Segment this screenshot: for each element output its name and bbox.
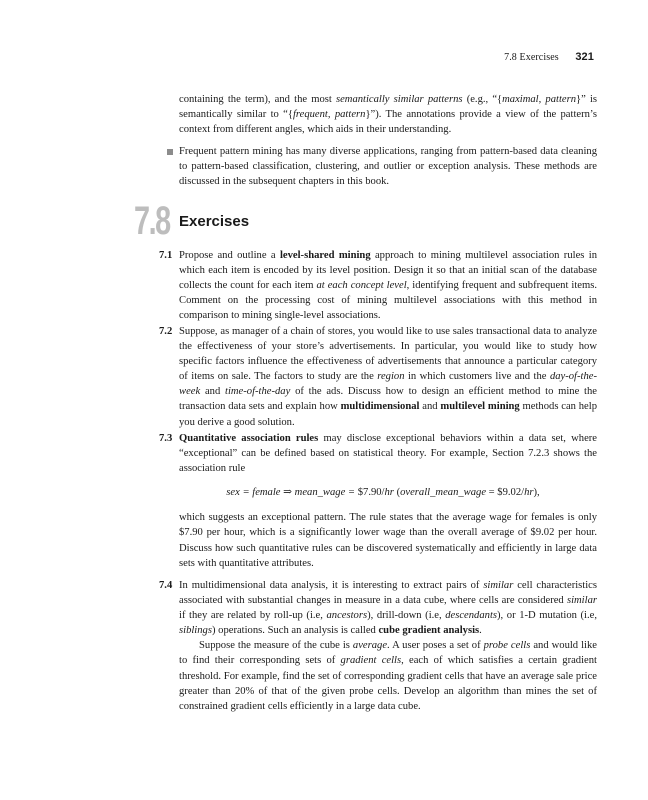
exercise-number: 7.1 xyxy=(159,250,173,261)
section-number: 7.8 xyxy=(134,199,170,243)
bullet-item: Frequent pattern mining has many diverse applications, ranging from pattern-based data cleaning to pattern-based classification, clustering, and outlier or exception analysis. These methods are discussed in the subsequent chapters in this book. xyxy=(179,144,597,189)
intro-paragraph: containing the term), and the most semantically similar patterns (e.g., “{maximal, pattern}” is semantically similar to “{frequent, pattern}”). The annotations provide a view of the pattern’s context from different angles, which aids in their understanding. xyxy=(179,94,598,136)
exercise-number: 7.4 xyxy=(159,580,173,591)
exercise-7-1: 7.1 Propose and outline a level-shared mining approach to mining multilevel association rules in which each item is encoded by its level position. Design it so that an initial scan of the database collects the count for each item at each concept level, identifying frequent and subfrequent items. Comment on the processing cost of mining multilevel associations with this method in comparison to mining single-level associations. xyxy=(159,250,597,322)
page-number: 321 xyxy=(575,51,594,63)
exercise-7-2: 7.2 Suppose, as manager of a chain of stores, you would like to use sales transactional data to analyze the effectiveness of your store’s advertisements. In particular, you would like to study how specific factors influence the effectiveness of advertisements that announce a particular category of items on sale. The factors to study are the region in which customers live and the day-of-the-week and time-of-the-day of the ads. Discuss how to design an efficient method to mine the transaction data sets and explain how multidimensional and multilevel mining methods can help you derive a good solution. xyxy=(159,326,598,428)
bullet-square-icon xyxy=(167,149,173,155)
running-head-section: 7.8 Exercises xyxy=(504,52,559,63)
exercise-7-3: 7.3 Quantitative association rules may disclose exceptional behaviors within a data set, where “exceptional” can be defined based on statistical theory. For example, Section 7.2.3 shows the association rule sex = female ⇒ mean_wage = $7.90/hr (overall_mean_wage = $9.02/hr), which suggests an exceptional pattern. The rule states that the average wage for females is only $7.90 per hour, which is a significantly lower wage than the overall average of $9.02 per hour. Discuss how such quantitative rules can be discovered systematically and efficiently in large data sets with quantitative attributes. xyxy=(159,433,598,569)
exercise-7-4: 7.4 In multidimensional data analysis, it is interesting to extract pairs of similar cell characteristics associated with substantial changes in measure in a data cube, where cells are considered similar if they are related by roll-up (i.e, ancestors), drill-down (i.e, descendants), or 1-D mutation (i.e, siblings) operations. Such an analysis is called cube gradient analysis. Suppose the measure of the cube is average. A user poses a set of probe cells and would like to find their corresponding sets of gradient cells, each of which satisfies a certain gradient threshold. For example, find the set of corresponding gradient cells that have an average sale price greater than 20% of that of the given probe cells. Develop an algorithm than mines the set of constrained gradient cells efficiently in a large data cube. xyxy=(159,580,597,712)
running-head xyxy=(504,51,594,63)
section-title: Exercises xyxy=(179,213,250,230)
exercise-number: 7.3 xyxy=(159,433,173,444)
association-rule-formula: sex = female ⇒ mean_wage = $7.90/hr (overall_mean_wage = $9.02/hr), xyxy=(226,487,540,499)
exercise-number: 7.2 xyxy=(159,326,173,337)
